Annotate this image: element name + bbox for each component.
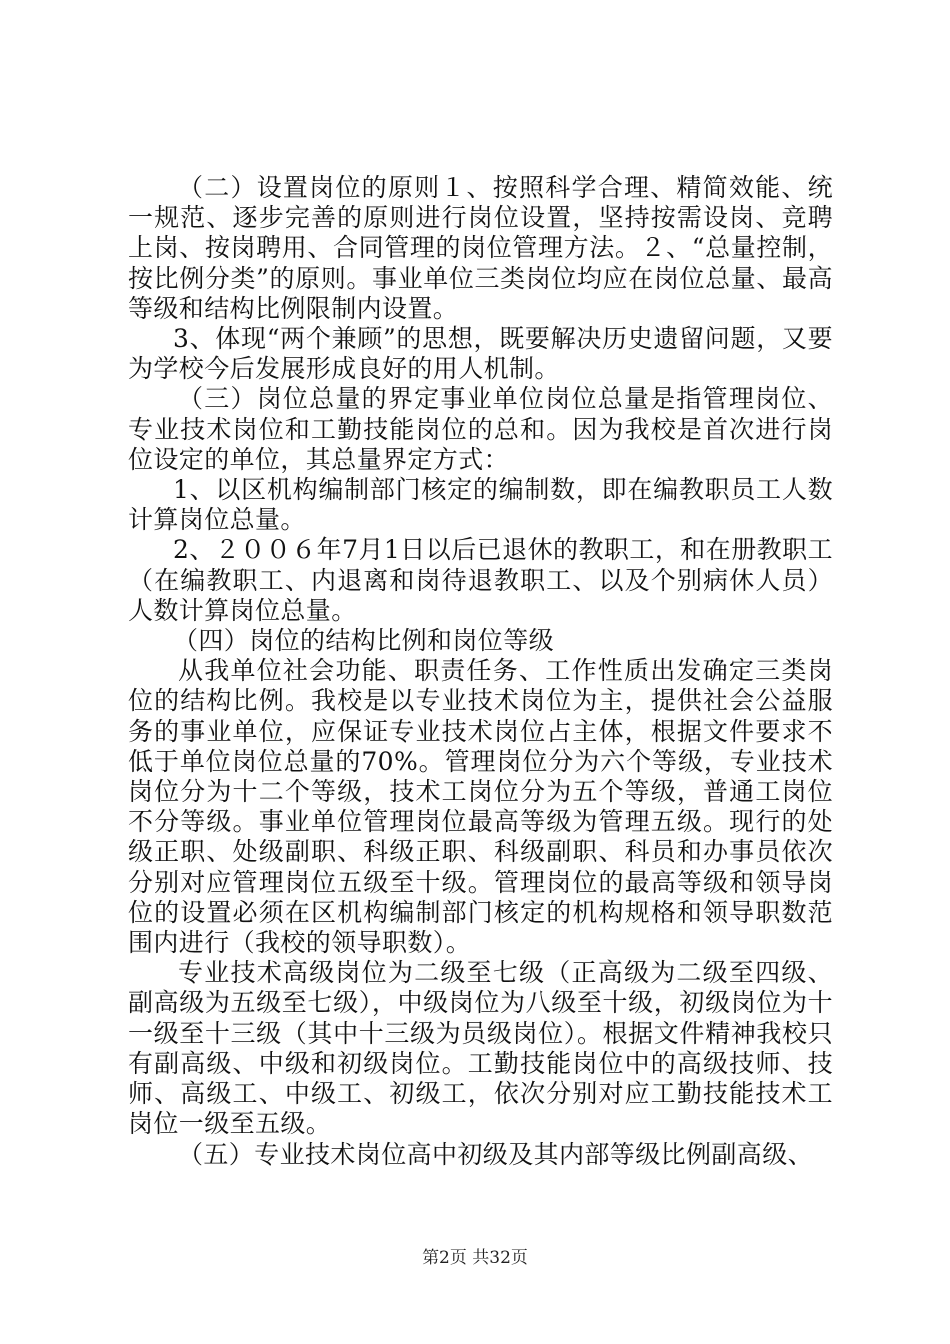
section-heading-structure: （四）岗位的结构比例和岗位等级 (173, 626, 555, 656)
paragraph-two-considerations: 3、体现“两个兼顾”的思想，既要解决历史遗留问题，又要为学校今后发展形成良好的用人机制。 (128, 324, 833, 384)
page-number: 第2页 共32页 (422, 1248, 528, 1268)
paragraph-structure-ratio: 从我单位社会功能、职责任务、工作性质出发确定三类岗位的结构比例。我校是以专业技术岗位为主，提供社会公益服务的事业单位，应保证专业技术岗位占主体，根据文件要求不低于单位岗位总量的70%。管理岗位分为六个等级，专业技术岗位分为十二个等级，技术工岗位分为五个等级，普通工岗位不分等级。事业单位管理岗位最高等级为管理五级。现行的处级正职、处级副职、科级正职、科级副职、科员和办事员依次分别对应管理岗位五级至十级。管理岗位的最高等级和领导岗位的设置必须在区机构编制部门核定的机构规格和领导职数范围内进行（我校的领导职数）。 (128, 656, 833, 958)
paragraph-item-2: 2、２００６年7月1日以后已退休的教职工，和在册教职工（在编教职工、内退离和岗待退教职工、以及个别病休人员）人数计算岗位总量。 (128, 535, 833, 625)
paragraph-technical-levels: 专业技术高级岗位为二级至七级（正高级为二级至四级、副高级为五级至七级），中级岗位为八级至十级，初级岗位为十一级至十三级（其中十三级为员级岗位）。根据文件精神我校只有副高级、中级和初级岗位。工勤技能岗位中的高级技师、技师、高级工、中级工、初级工，依次分别对应工勤技能技术工岗位一级至五级。 (128, 958, 833, 1139)
paragraph-principles: （二）设置岗位的原则１、按照科学合理、精简效能、统一规范、逐步完善的原则进行岗位设置，坚持按需设岗、竞聘上岗、按岗聘用、合同管理的岗位管理方法。２、“总量控制，按比例分类”的原则。事业单位三类岗位均应在岗位总量、最高等级和结构比例限制内设置。 (128, 173, 833, 323)
paragraph-total-definition: （三）岗位总量的界定事业单位岗位总量是指管理岗位、专业技术岗位和工勤技能岗位的总和。因为我校是首次进行岗位设定的单位，其总量界定方式： (128, 384, 833, 474)
document-body (128, 173, 833, 1170)
paragraph-section-five: （五）专业技术岗位高中初级及其内部等级比例副高级、 (178, 1139, 814, 1169)
paragraph-item-1: 1、以区机构编制部门核定的编制数，即在编教职员工人数计算岗位总量。 (128, 475, 833, 535)
